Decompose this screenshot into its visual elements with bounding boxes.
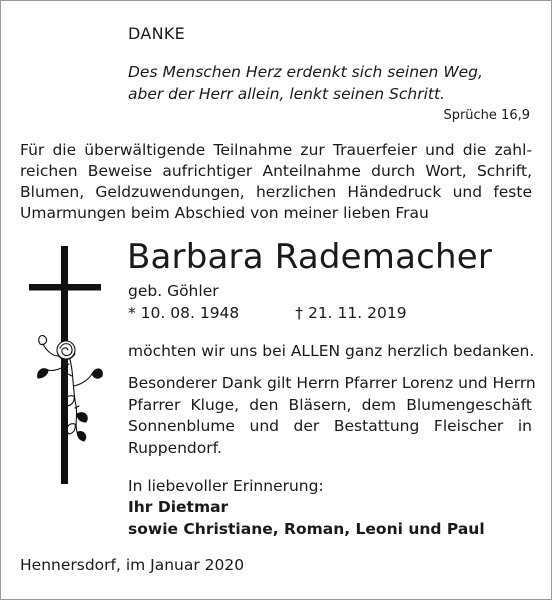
- intro-line: Blumen, Geldzuwendungen, herzlichen Händedruck und feste: [20, 183, 532, 201]
- verse-line-1: Des Menschen Herz erdenkt sich seinen Weg,: [128, 63, 483, 81]
- deceased-name: Barbara Rademacher: [127, 237, 493, 277]
- rose-icon: [38, 336, 103, 441]
- intro-line: reichen Beweise aufrichtiger Anteilnahme durch Wort, Schrift,: [20, 162, 532, 180]
- birth-date: * 10. 08. 1948: [128, 304, 240, 322]
- intro-line: Umarmungen beim Abschied von meiner lieben Frau: [20, 204, 429, 222]
- place-date: Hennersdorf, im Januar 2020: [20, 556, 245, 574]
- signature-primary: Ihr Dietmar: [128, 498, 229, 516]
- intro-paragraph: [20, 140, 532, 224]
- life-dates: [128, 304, 407, 322]
- signature-family: sowie Christiane, Roman, Leoni und Paul: [128, 520, 485, 538]
- special-thanks-line: Ruppendorf.: [128, 438, 222, 457]
- special-thanks-paragraph: [128, 373, 536, 459]
- remembrance-line: In liebevoller Erinnerung:: [128, 477, 324, 495]
- death-date: † 21. 11. 2019: [295, 304, 407, 322]
- special-thanks-line: Besonderer Dank gilt Herrn Pfarrer Lorenz und Herrn: [128, 374, 536, 392]
- verse-reference: Sprüche 16,9: [443, 108, 530, 123]
- special-thanks-line: Sonnenblume und der Bestattung Fleischer in: [128, 417, 532, 435]
- intro-line: Für die überwältigende Teilnahme zur Trauerfeier und die zahl-: [20, 141, 532, 159]
- notice-heading: DANKE: [128, 24, 186, 43]
- thanks-line: möchten wir uns bei ALLEN ganz herzlich bedanken.: [128, 342, 535, 360]
- born-name: geb. Göhler: [128, 282, 219, 300]
- cross-icon: [29, 246, 101, 484]
- special-thanks-line: Pfarrer Kluge, den Bläsern, dem Blumengeschäft: [128, 395, 532, 414]
- cross-with-rose: [22, 246, 112, 484]
- verse-line-2: aber der Herr allein, lenkt seinen Schritt.: [128, 85, 445, 103]
